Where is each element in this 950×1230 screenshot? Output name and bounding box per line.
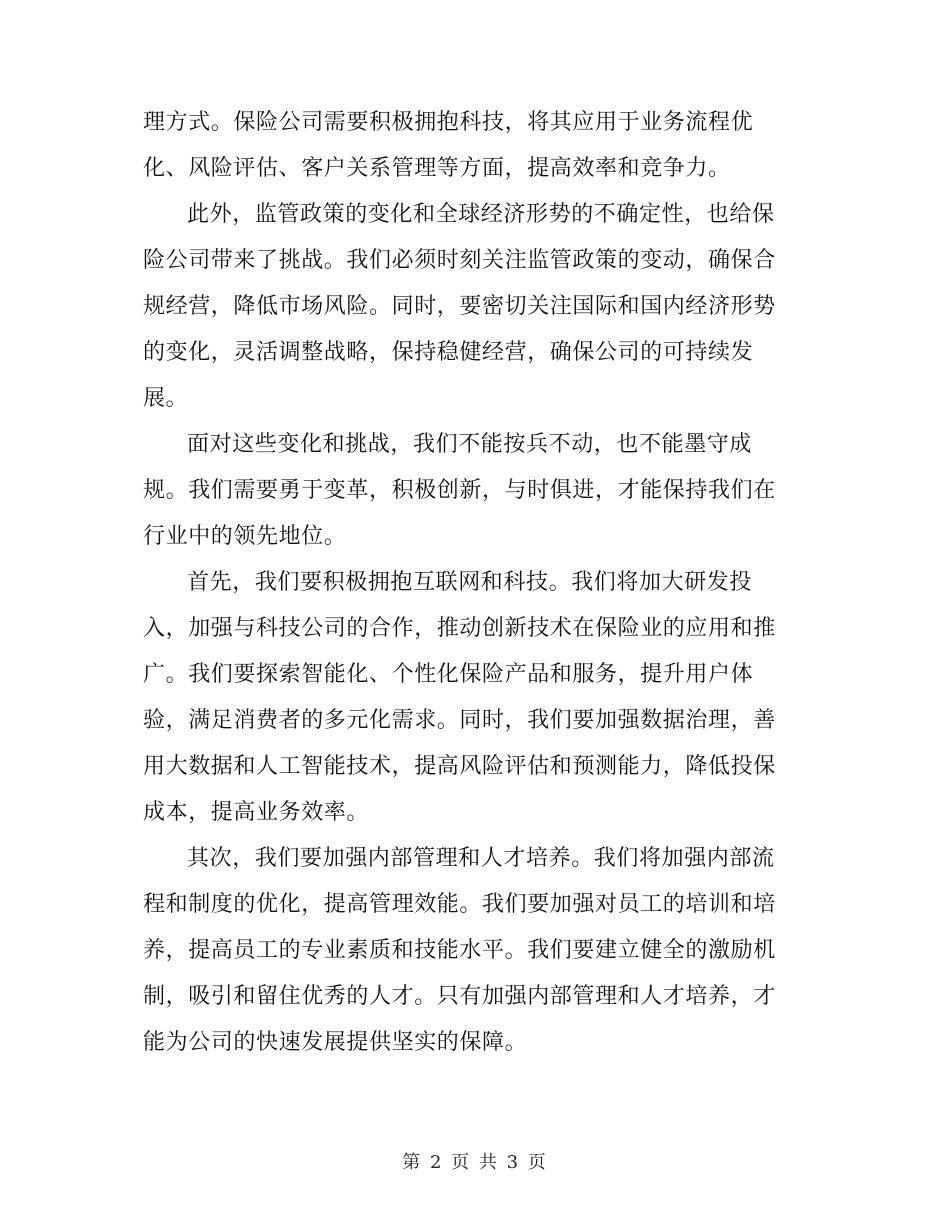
- paragraph-line: 程和制度的优化，提高管理效能。我们要加强对员工的培训和培: [143, 892, 776, 917]
- paragraph-line: 入，加强与科技公司的合作，推动创新技术在保险业的应用和推: [143, 616, 776, 641]
- paragraph-line: 养，提高员工的专业素质和技能水平。我们要建立健全的激励机: [143, 938, 776, 963]
- paragraph-line: 险公司带来了挑战。我们必须时刻关注监管政策的变动，确保合: [143, 248, 776, 273]
- paragraph-line: 此外，监管政策的变化和全球经济形势的不确定性，也给保: [187, 202, 775, 227]
- paragraph-line: 广。我们要探索智能化、个性化保险产品和服务，提升用户体: [143, 662, 754, 687]
- paragraph-line: 面对这些变化和挑战，我们不能按兵不动，也不能墨守成: [187, 432, 753, 457]
- paragraph-line: 制，吸引和留住优秀的人才。只有加强内部管理和人才培养，才: [143, 984, 776, 1009]
- paragraph-line: 其次，我们要加强内部管理和人才培养。我们将加强内部流: [187, 846, 775, 871]
- paragraph-line: 规。我们需要勇于变革，积极创新，与时俱进，才能保持我们在: [143, 478, 776, 503]
- paragraph-line: 化、风险评估、客户关系管理等方面，提高效率和竞争力。: [143, 156, 731, 181]
- paragraph-line: 用大数据和人工智能技术，提高风险评估和预测能力，降低投保: [143, 754, 776, 779]
- paragraph-line: 展。: [143, 386, 189, 411]
- paragraph: [143, 836, 803, 1066]
- paragraph: [143, 192, 803, 422]
- paragraph-line: 验，满足消费者的多元化需求。同时，我们要加强数据治理，善: [143, 708, 776, 733]
- paragraph-line: 首先，我们要积极拥抱互联网和科技。我们将加大研发投: [187, 570, 753, 595]
- paragraph-line: 行业中的领先地位。: [143, 524, 347, 549]
- page-footer: 第 2 页 共 3 页: [402, 1152, 548, 1173]
- paragraph-line: 成本，提高业务效率。: [143, 800, 370, 825]
- document-body: [143, 100, 803, 1066]
- paragraph-line: 能为公司的快速发展提供坚实的保障。: [143, 1030, 528, 1055]
- paragraph-line: 的变化，灵活调整战略，保持稳健经营，确保公司的可持续发: [143, 340, 754, 365]
- paragraph: [143, 100, 803, 192]
- paragraph-line: 理方式。保险公司需要积极拥抱科技，将其应用于业务流程优: [143, 110, 754, 135]
- paragraph: [143, 422, 803, 560]
- paragraph-line: 规经营，降低市场风险。同时，要密切关注国际和国内经济形势: [143, 294, 776, 319]
- paragraph: [143, 560, 803, 836]
